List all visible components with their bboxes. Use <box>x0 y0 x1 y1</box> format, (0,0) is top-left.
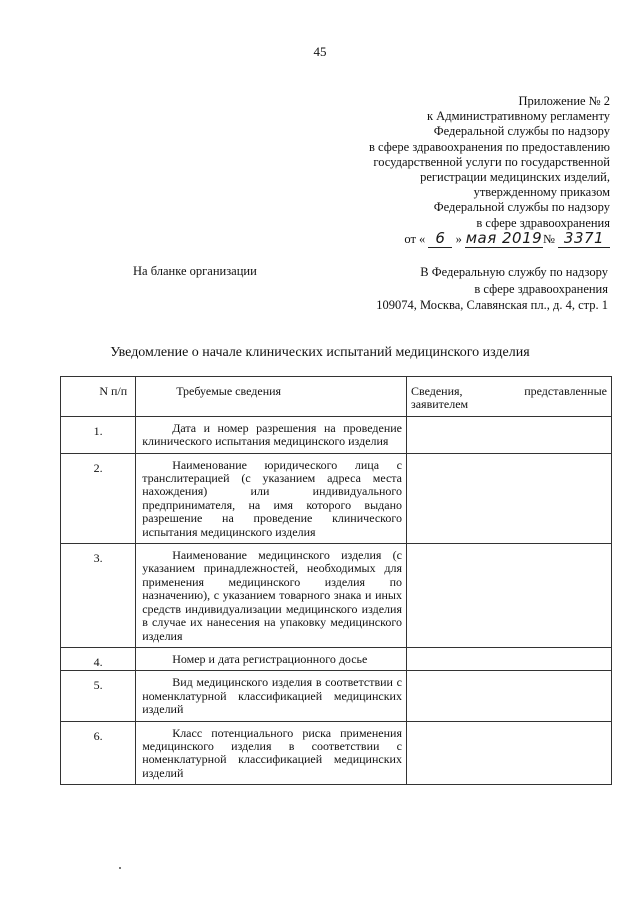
appendix-line: утвержденному приказом <box>473 185 610 200</box>
header-applicant <box>406 377 611 417</box>
scan-artifact <box>119 867 121 869</box>
recipient-line: В Федеральную службу по надзору <box>420 265 608 279</box>
table-row <box>61 647 612 670</box>
row-value-cell[interactable] <box>406 647 611 670</box>
approval-line <box>404 229 610 248</box>
appendix-line: Федеральной службы по надзору <box>433 200 610 215</box>
row-value-cell[interactable] <box>406 544 611 648</box>
header-applicant-b: представленные <box>524 384 607 398</box>
row-num: 2. <box>61 453 136 543</box>
page-number: 45 <box>313 44 327 59</box>
recipient-line: в сфере здравоохранения <box>474 281 608 296</box>
table-row <box>61 721 612 785</box>
row-num: 6. <box>61 721 136 785</box>
approval-month-field <box>465 229 543 248</box>
recipient-line: 109074, Москва, Славянская пл., д. 4, стр. 1 <box>376 298 608 312</box>
table-row <box>61 453 612 543</box>
row-text: Дата и номер разрешения на проведение клинического испытания медицинского изделия <box>136 416 407 453</box>
header-num: N п/п <box>61 377 136 417</box>
letterhead-note: На бланке организации <box>133 264 257 278</box>
approval-day-field <box>428 229 452 248</box>
approval-mid: » <box>455 232 462 246</box>
table-row <box>61 671 612 721</box>
row-num: 1. <box>61 416 136 453</box>
appendix-line: регистрации медицинских изделий, <box>420 170 610 185</box>
header-info: Требуемые сведения <box>136 377 407 417</box>
approval-number: 3371 <box>563 229 605 247</box>
row-text: Номер и дата регистрационного досье <box>136 647 407 670</box>
row-value-cell[interactable] <box>406 721 611 785</box>
appendix-line: Федеральной службы по надзору <box>433 124 610 139</box>
table-row <box>61 544 612 648</box>
row-text: Наименование юридического лица с транслитерацией (с указанием адреса места нахождения) или индивидуального предпринимателя, на имя которого выдано разрешение на проведение клинического испытания медицинского изделия <box>136 453 407 543</box>
recipient-block <box>318 264 608 314</box>
row-text: Наименование медицинского изделия (с указанием принадлежностей, необходимых для применения медицинского изделия по назначению), с указанием товарного знака и иных средств индивидуализации медицинского изделия в случае их нанесения на упаковку медицинского изделия <box>136 544 407 648</box>
row-value-cell[interactable] <box>406 416 611 453</box>
notification-table <box>60 376 612 785</box>
approval-day: 6 <box>435 229 446 247</box>
row-num: 4. <box>61 647 136 670</box>
table-header-row <box>61 377 612 417</box>
header-applicant-c: заявителем <box>410 397 469 412</box>
approval-month-year: мая 2019 <box>465 229 543 247</box>
appendix-line: в сфере здравоохранения <box>476 215 610 230</box>
appendix-block <box>310 94 610 231</box>
document-title: Уведомление о начале клинических испытаний медицинского изделия <box>110 345 530 360</box>
row-num: 3. <box>61 544 136 648</box>
appendix-line: Приложение № 2 <box>518 94 610 108</box>
row-num: 5. <box>61 671 136 721</box>
row-value-cell[interactable] <box>406 671 611 721</box>
table-row <box>61 416 612 453</box>
row-text: Класс потенциального риска применения медицинского изделия в соответствии с номенклатурной классификацией медицинских изделий <box>136 721 407 785</box>
appendix-line: государственной услуги по государственной <box>373 154 610 169</box>
appendix-line: к Административному регламенту <box>426 109 610 124</box>
row-text: Вид медицинского изделия в соответствии с номенклатурной классификацией медицинских изделий <box>136 671 407 721</box>
header-applicant-a: Сведения, <box>410 384 463 398</box>
approval-num-sign: № <box>542 232 555 246</box>
row-value-cell[interactable] <box>406 453 611 543</box>
appendix-line: в сфере здравоохранения по предоставлению <box>369 139 610 154</box>
approval-prefix: от « <box>404 232 426 246</box>
approval-number-field <box>558 229 610 248</box>
header-applicant-top <box>411 385 607 398</box>
